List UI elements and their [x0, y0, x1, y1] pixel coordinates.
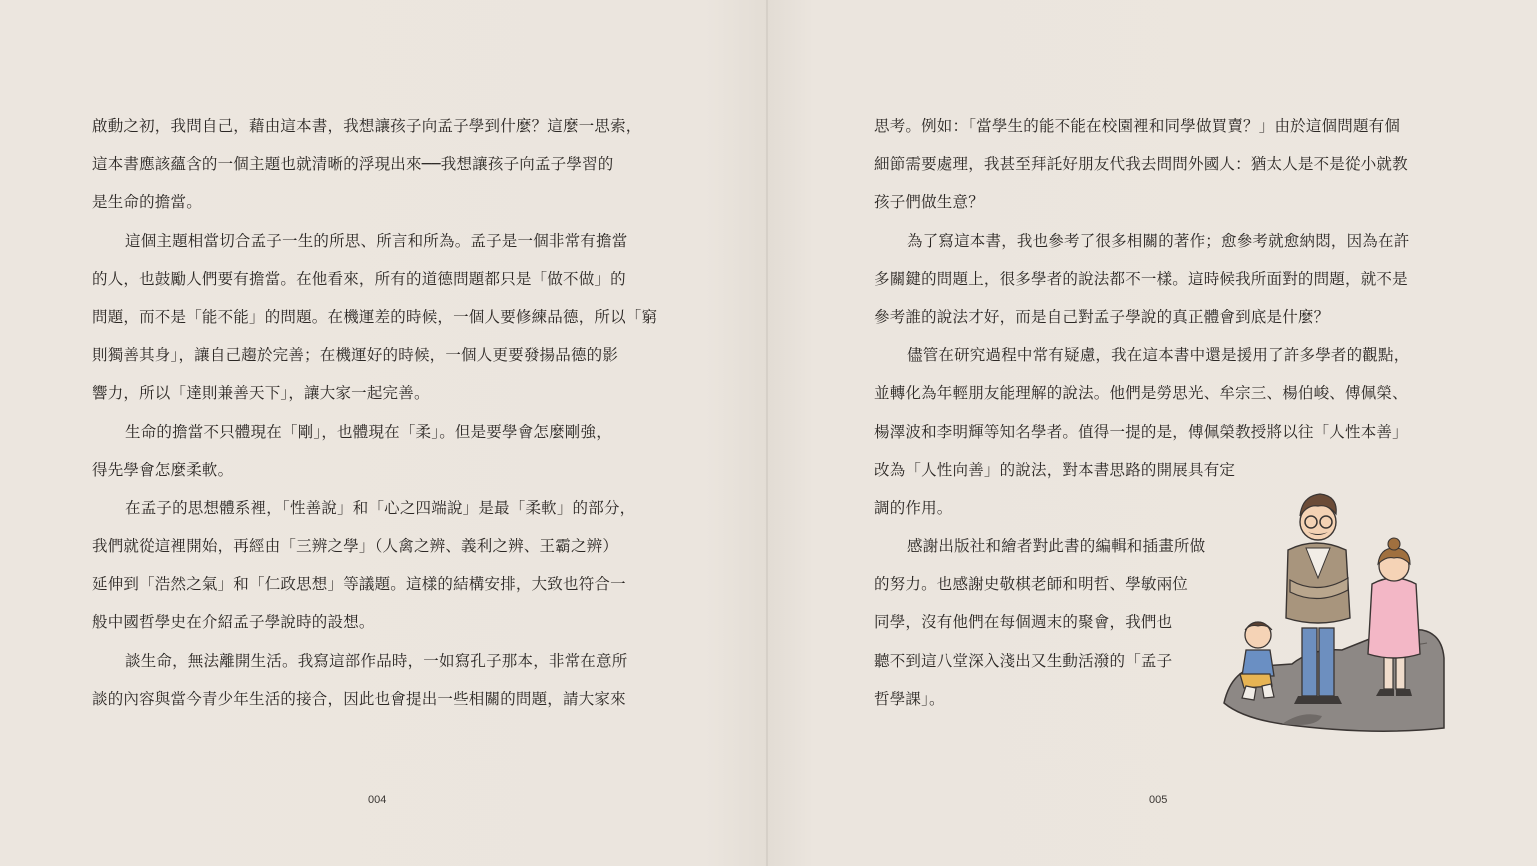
left-page-text-line: 得先學會怎麼柔軟。 — [92, 460, 234, 479]
right-page-text-line: 思考。例如：「當學生的能不能在校園裡和同學做買賣？」由於這個問題有個 — [874, 117, 1401, 135]
right-page-text-line: 哲學課」。 — [874, 689, 945, 708]
left-page-text-line: 則獨善其身」，讓自己趨於完善；在機運好的時候，一個人更要發揚品德的影 — [92, 346, 619, 365]
right-page — [767, 0, 1537, 866]
left-page-text-line: 啟動之初，我問自己，藉由這本書，我想讓孩子向孟子學到什麼？這麼一思索， — [92, 117, 642, 135]
left-page-text-line: 我們就從這裡開始，再經由「三辨之學」（人禽之辨、義利之辨、王霸之辨） — [92, 537, 619, 556]
left-page-text-line: 在孟子的思想體系裡，「性善說」和「心之四端說」是最「柔軟」的部分， — [125, 498, 636, 517]
right-page-text-line: 細節需要處理，我甚至拜託好朋友代我去問問外國人：猶太人是不是從小就教 — [874, 155, 1408, 174]
left-page-text-line: 問題，而不是「能不能」的問題。在機運差的時候，一個人要修練品德，所以「窮 — [92, 307, 658, 326]
left-page-text-line: 談生命，無法離開生活。我寫這部作品時，一如寫孔子那本，非常在意所 — [125, 651, 628, 670]
right-page-text-line: 參考誰的說法才好，而是自己對孟子學說的真正體會到底是什麼？ — [874, 307, 1330, 326]
right-page-text-line: 聽不到這八堂深入淺出又生動活潑的「孟子 — [874, 651, 1173, 670]
right-page-text-line: 並轉化為年輕朋友能理解的說法。他們是勞思光、牟宗三、楊伯峻、傅佩榮、 — [874, 384, 1408, 403]
left-page-text-line: 談的內容與當今青少年生活的接合，因此也會提出一些相關的問題，請大家來 — [92, 689, 626, 708]
right-page-text-line: 楊澤波和李明輝等知名學者。值得一提的是，傅佩榮教授將以往「人性本善」 — [874, 422, 1408, 441]
left-page-number: 004 — [368, 794, 387, 806]
left-page-text-line: 延伸到「浩然之氣」和「仁政思想」等議題。這樣的結構安排，大致也符合一 — [92, 575, 626, 594]
right-page-text-line: 為了寫這本書，我也參考了很多相關的著作；愈參考就愈納悶，因為在許 — [907, 231, 1410, 250]
left-page-text-line: 響力，所以「達則兼善天下」，讓大家一起完善。 — [92, 384, 430, 403]
left-page-text-line: 的人，也鼓勵人們要有擔當。在他看來，所有的道德問題都只是「做不做」的 — [92, 269, 626, 288]
right-page-text-line: 的努力。也感謝史敬棋老師和明哲、學敏兩位 — [874, 575, 1189, 594]
left-page-text-line: 這個主題相當切合孟子一生的所思、所言和所為。孟子是一個非常有擔當 — [125, 231, 628, 250]
right-page-number: 005 — [1149, 794, 1168, 806]
right-page-text-line: 儘管在研究過程中常有疑慮，我在這本書中還是援用了許多學者的觀點， — [907, 346, 1410, 365]
left-page-text — [92, 107, 667, 718]
right-page-text-line: 多關鍵的問題上，很多學者的說法都不一樣。這時候我所面對的問題，就不是 — [874, 269, 1408, 288]
right-page-text-line: 同學，沒有他們在每個週末的聚會，我們也 — [874, 613, 1173, 632]
left-page-text-line: 般中國哲學史在介紹孟子學說時的設想。 — [92, 613, 375, 632]
right-page-text-line: 改為「人性向善」的說法，對本書思路的開展具有定 — [874, 460, 1236, 479]
left-page-text-line: 是生命的擔當。 — [92, 193, 202, 212]
right-page-text-line: 調的作用。 — [874, 498, 953, 517]
book-gutter — [766, 0, 768, 866]
left-page-text-line: 這本書應該蘊含的一個主題也就清晰的浮現出來──我想讓孩子向孟子學習的 — [92, 155, 614, 174]
left-page — [0, 0, 767, 866]
family-on-rocks-illustration — [1222, 478, 1447, 733]
right-page-text-line: 感謝出版社和繪者對此書的編輯和插畫所做 — [907, 537, 1206, 556]
right-page-text-line: 孩子們做生意？ — [874, 193, 984, 212]
left-page-text-line: 生命的擔當不只體現在「剛」，也體現在「柔」。但是要學會怎麼剛強， — [125, 422, 612, 441]
